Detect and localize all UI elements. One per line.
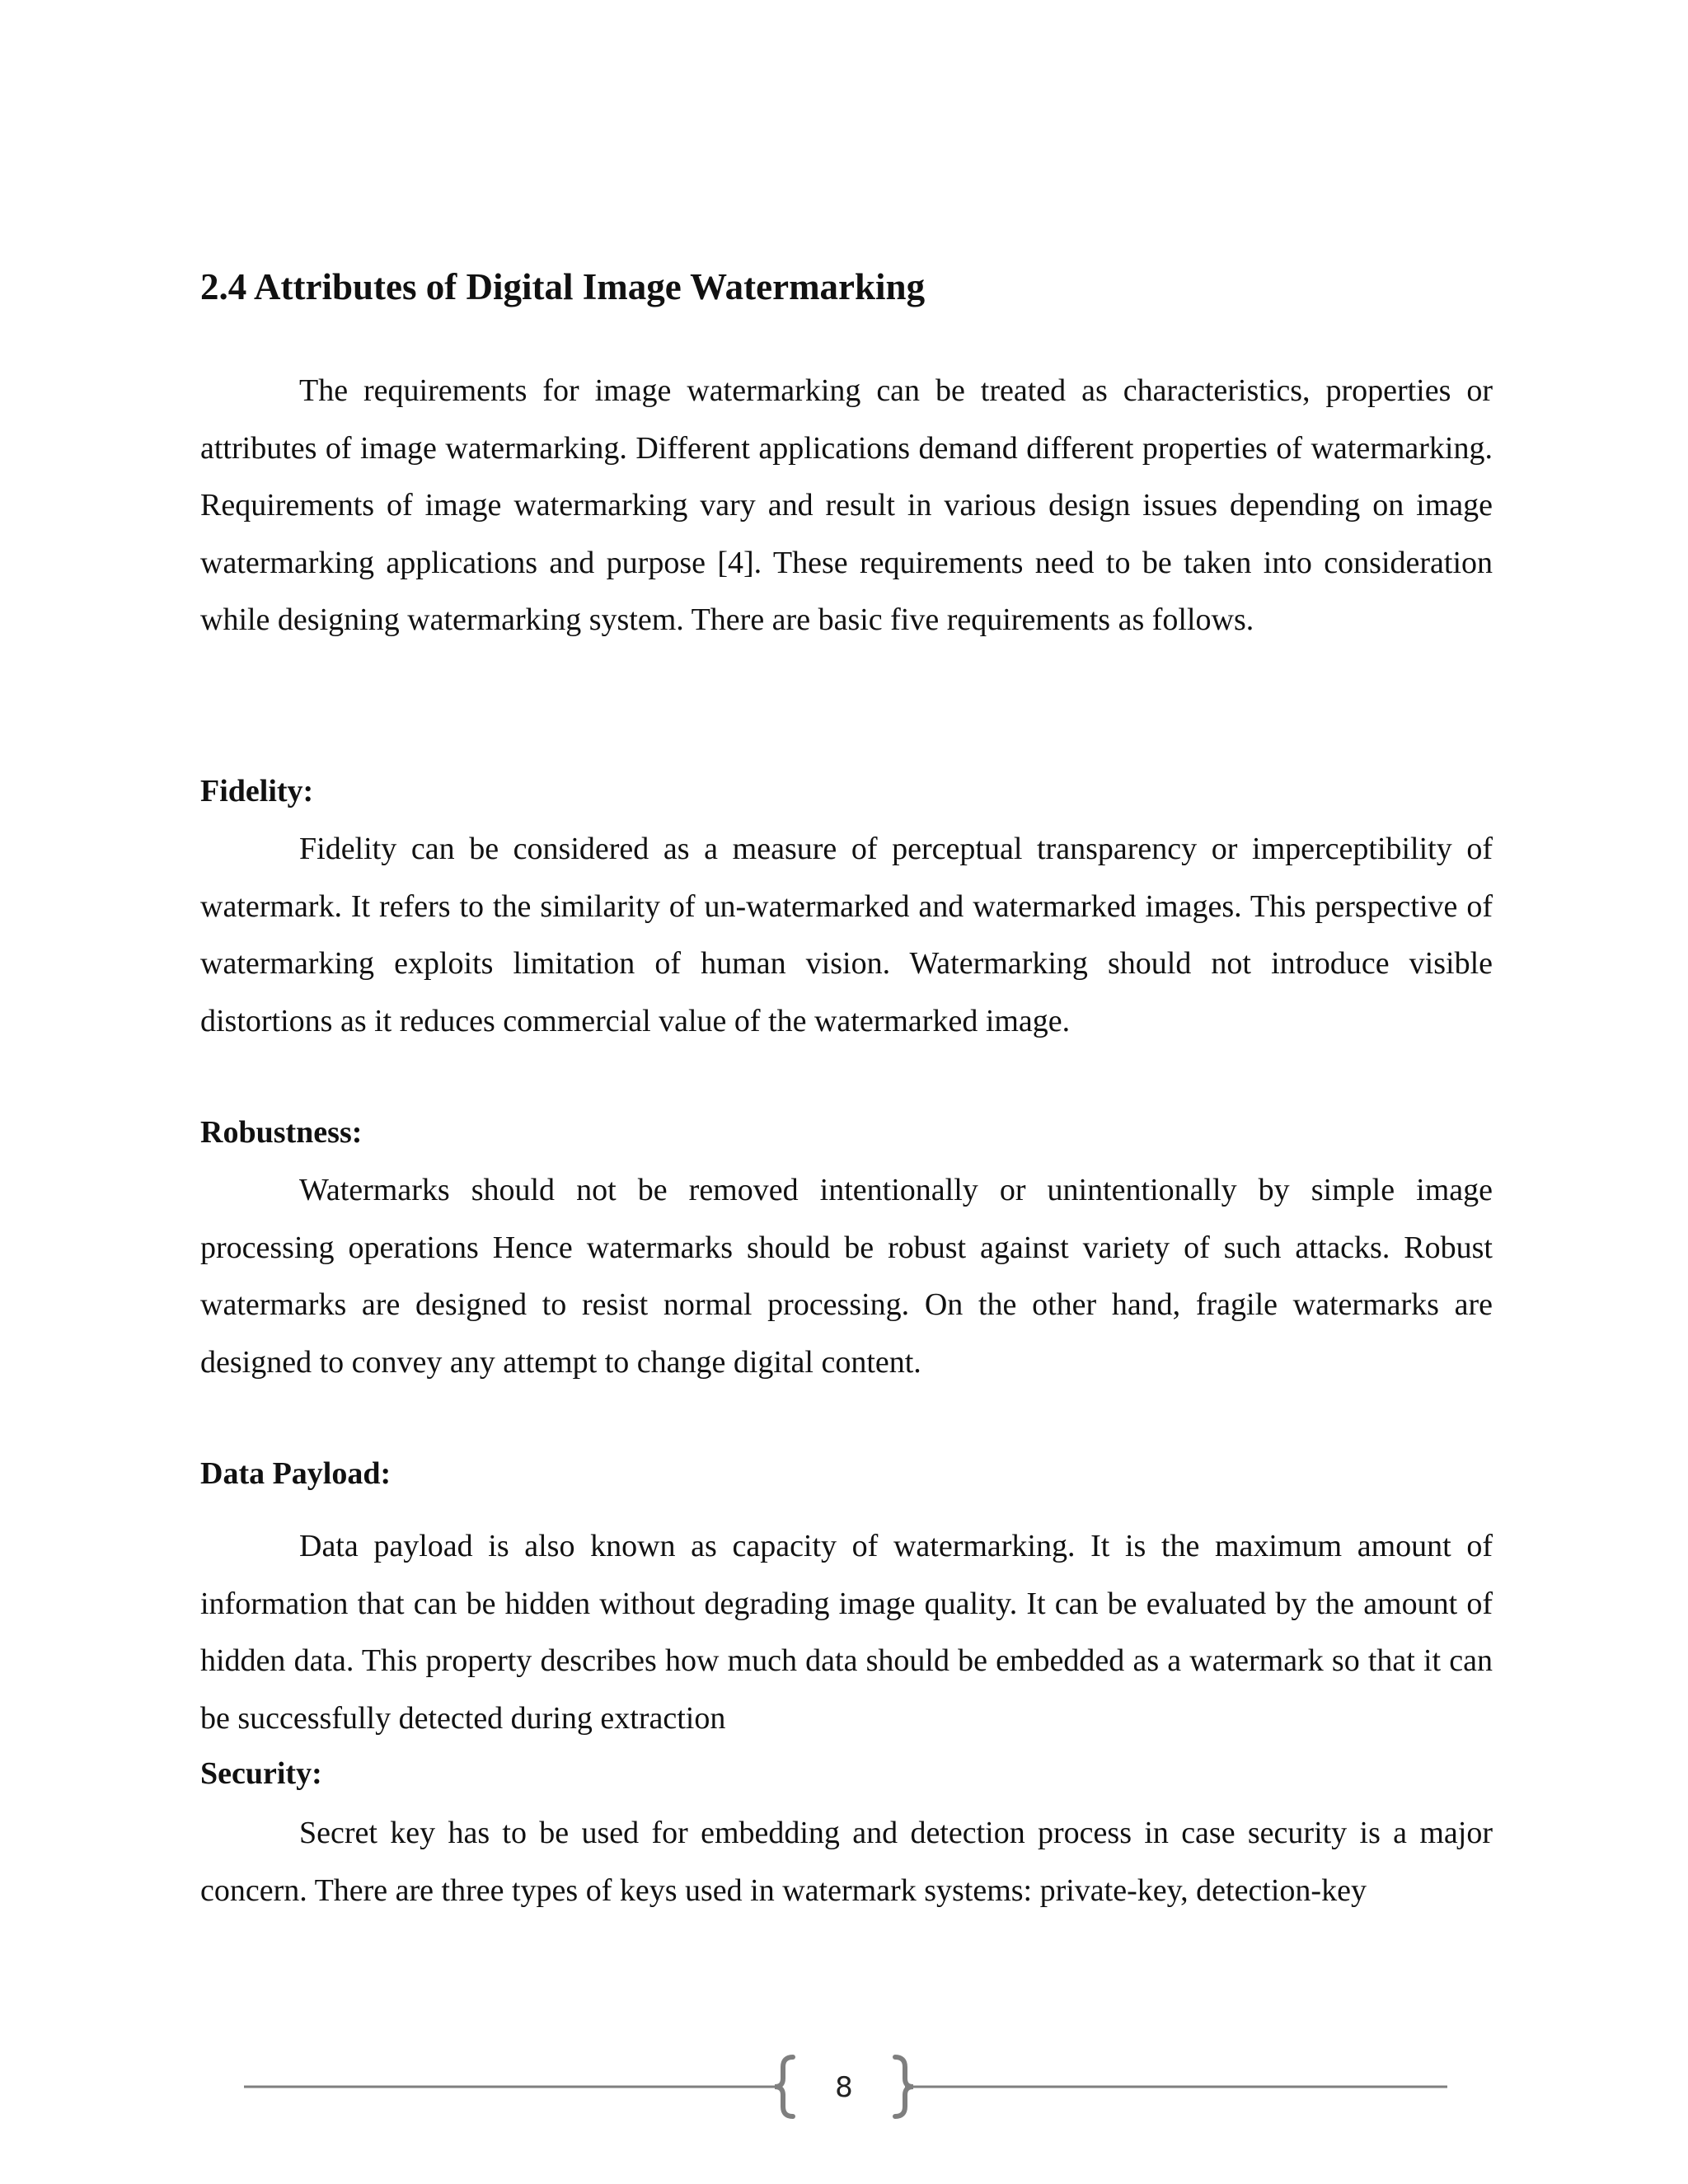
right-brace-icon (895, 2057, 913, 2116)
data-payload-heading: Data Payload: (200, 1456, 392, 1491)
security-paragraph: Secret key has to be used for embedding and detection process in case security is a major concern. There are three types of keys used in watermark systems: private-key, detection-key (200, 1816, 1493, 1908)
security-heading: Security: (200, 1756, 322, 1791)
data-payload-paragraph: Data payload is also known as capacity of watermarking. It is the maximum amount of information that can be hidden without degrading image quality. It can be evaluated by the amount of hidden data. This property describes how much data should be embedded as a watermark so that it can be successfully detected during extraction (200, 1529, 1493, 1736)
left-brace-icon (775, 2057, 793, 2116)
page-number: 8 (835, 2071, 853, 2104)
section-heading: 2.4 Attributes of Digital Image Watermarking (200, 266, 926, 307)
fidelity-heading: Fidelity: (200, 774, 314, 808)
robustness-heading: Robustness: (200, 1115, 363, 1150)
robustness-paragraph: Watermarks should not be removed intentionally or unintentionally by simple image processing operations Hence watermarks should be robust against variety of such attacks. Robust watermarks are designed to resist normal processing. On the other hand, fragile watermarks are designed to convey any attempt to change digital content. (200, 1173, 1493, 1380)
fidelity-paragraph: Fidelity can be considered as a measure of perceptual transparency or imperceptibility of watermark. It refers to the similarity of un-watermarked and watermarked images. This perspective of watermarking exploits limitation of human vision. Watermarking should not introduce visible distortions as it reduces commercial value of the watermarked image. (200, 832, 1493, 1038)
intro-paragraph: The requirements for image watermarking can be treated as characteristics, properties or attributes of image watermarking. Different applications demand different properties of watermarking. Requirements of image watermarking vary and result in various design issues depending on image watermarking applications and purpose [4]. These requirements need to be taken into consideration while designing watermarking system. There are basic five requirements as follows. (200, 373, 1493, 637)
